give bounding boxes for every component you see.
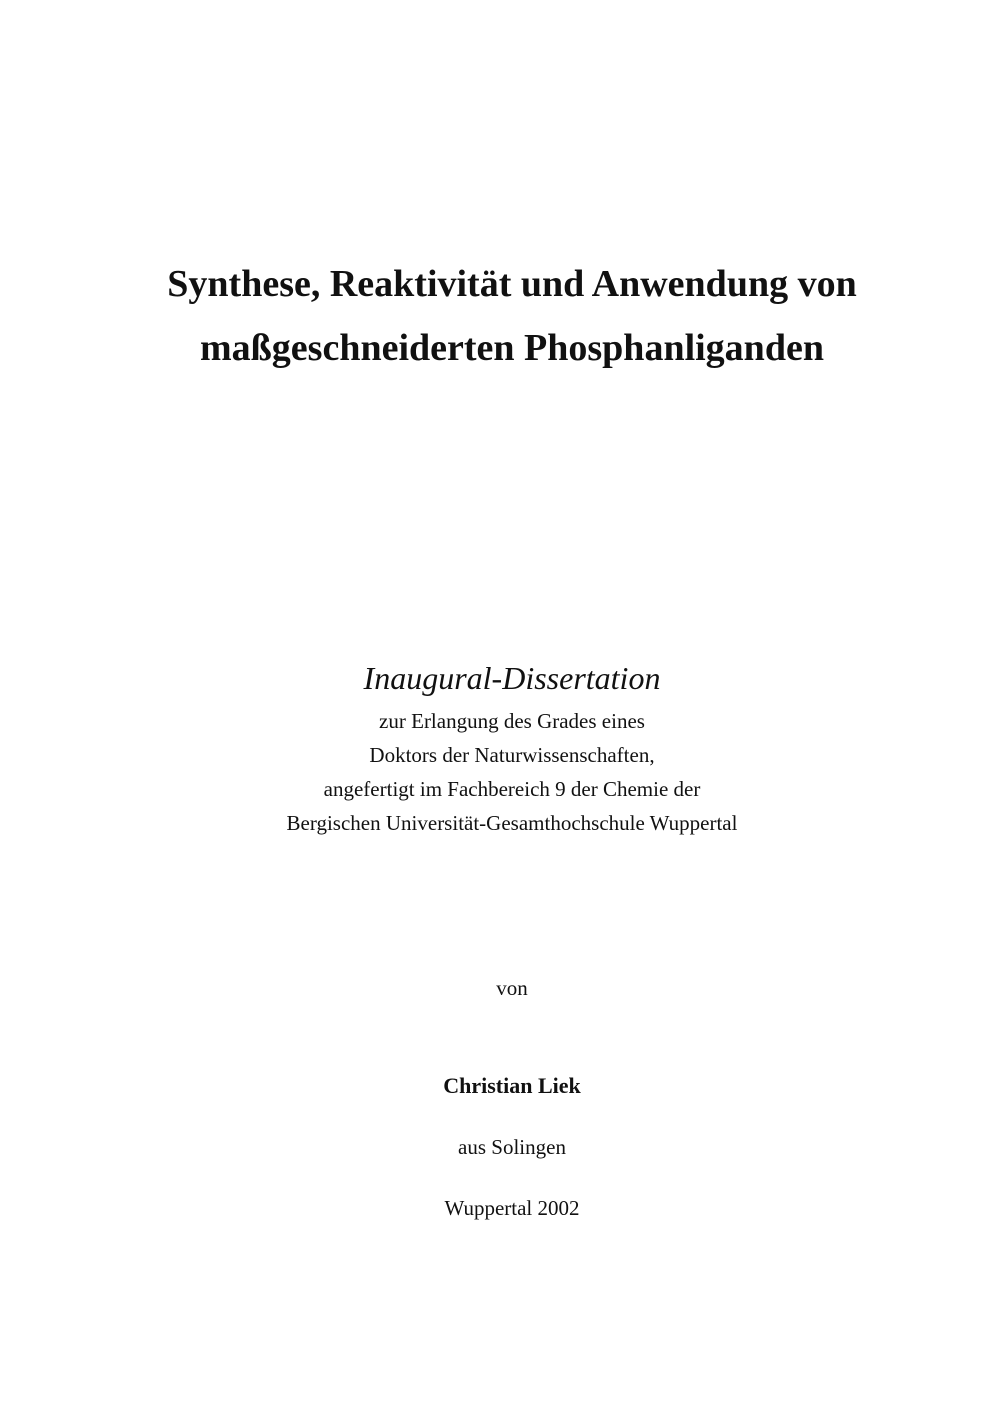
author-origin: aus Solingen (458, 1135, 566, 1159)
thesis-title-line-1: Synthese, Reaktivität und Anwendung von (167, 263, 857, 305)
dissertation-description (0, 704, 1000, 840)
dissertation-line: Doktors der Naturwissenschaften, (369, 743, 655, 767)
by-label: von (496, 976, 528, 1000)
dissertation-statement (0, 656, 1000, 840)
dissertation-line: Bergischen Universität-Gesamthochschule Wuppertal (286, 811, 738, 835)
dissertation-line: angefertigt im Fachbereich 9 der Chemie der (323, 777, 701, 801)
place-and-year: Wuppertal 2002 (444, 1196, 580, 1220)
thesis-title-line-2: maßgeschneiderten Phosphanliganden (200, 327, 824, 369)
thesis-title (0, 252, 1000, 380)
dissertation-heading: Inaugural-Dissertation (363, 660, 661, 696)
dissertation-line: zur Erlangung des Grades eines (379, 709, 645, 733)
author-name: Christian Liek (443, 1073, 581, 1098)
